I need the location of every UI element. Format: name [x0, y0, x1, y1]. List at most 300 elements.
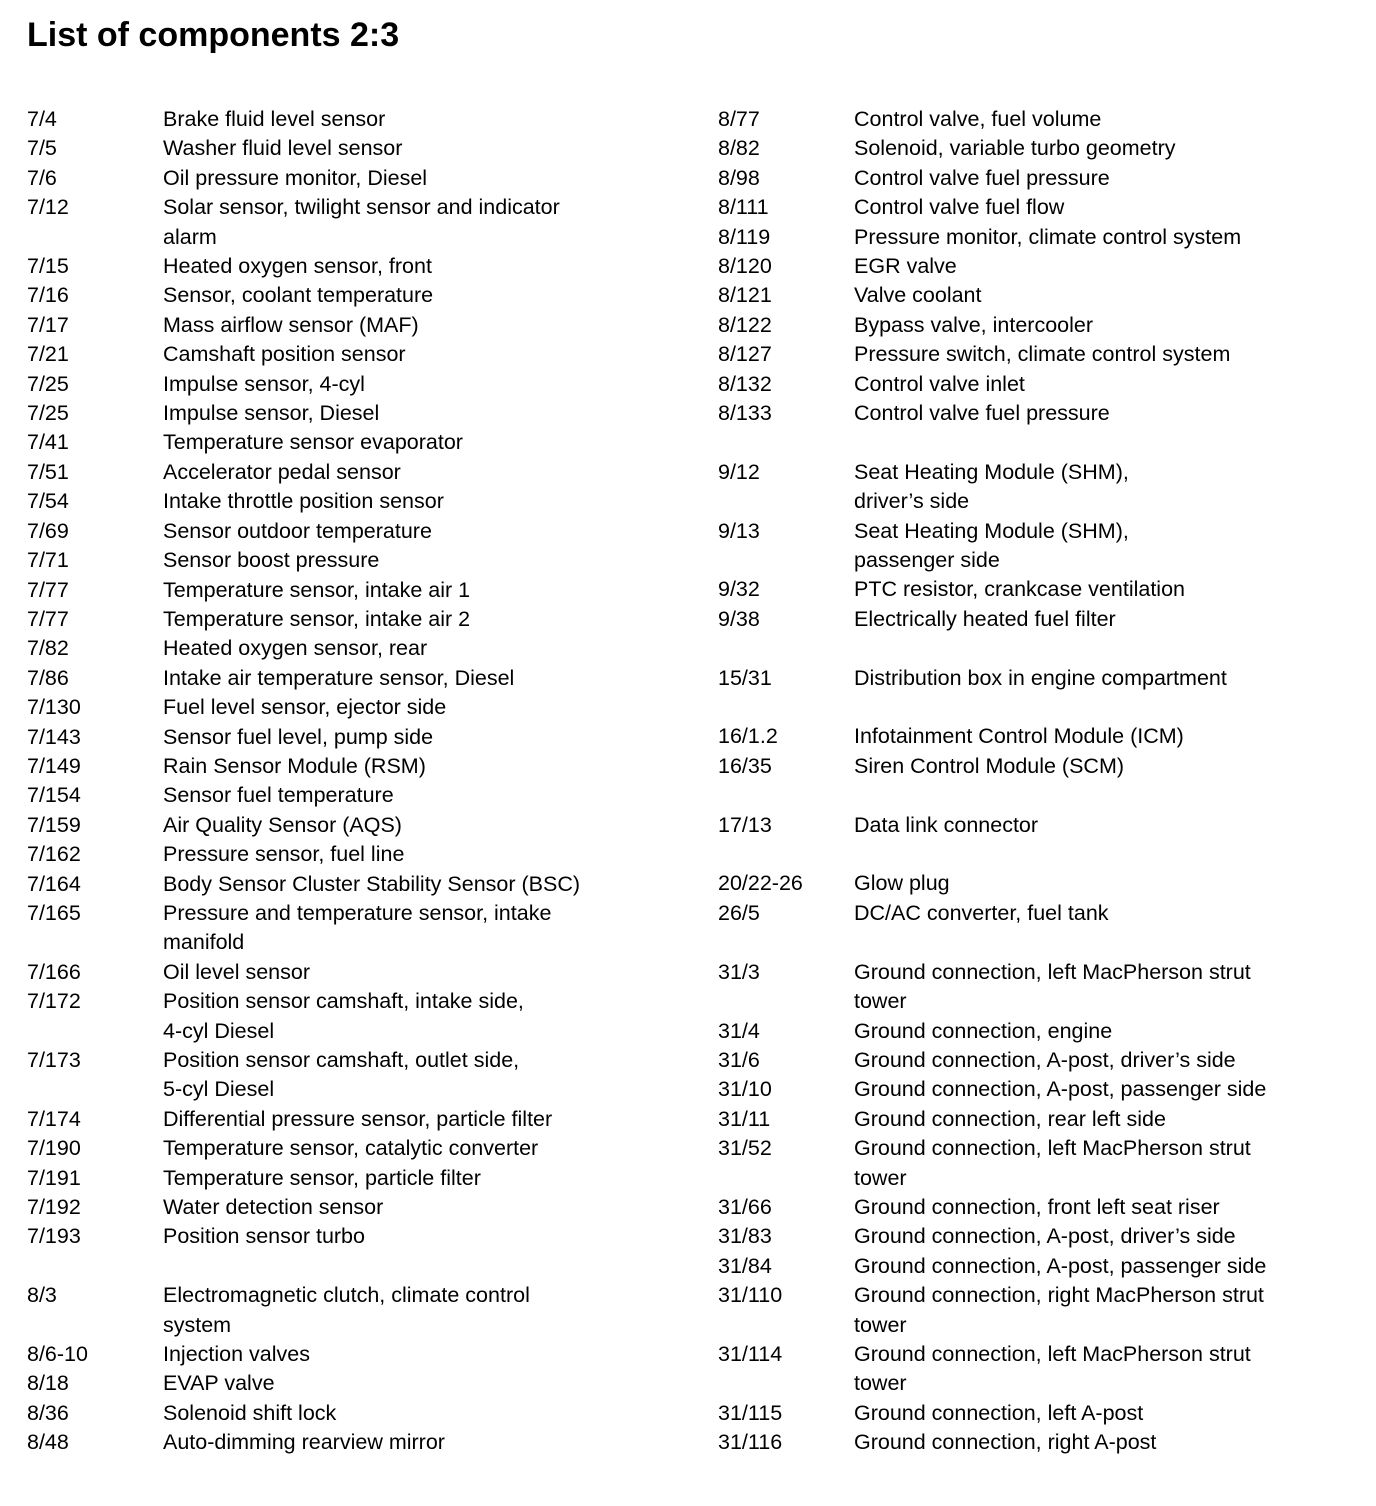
component-code: 7/191: [27, 1165, 81, 1190]
component-code: 7/154: [27, 783, 81, 808]
description-line: tower: [854, 989, 907, 1014]
description-line: Water detection sensor: [163, 1195, 384, 1220]
component-row: [718, 1399, 1368, 1428]
component-row: [718, 134, 1368, 163]
description-line: EGR valve: [854, 254, 957, 279]
component-description: [854, 1105, 1368, 1134]
component-description: [854, 164, 1368, 193]
section-gap: [718, 928, 1368, 957]
component-description: [854, 899, 1368, 928]
component-row: [27, 1046, 687, 1105]
component-code: 7/41: [27, 430, 69, 455]
description-line: Ground connection, left A-post: [854, 1400, 1144, 1425]
description-line: Control valve inlet: [854, 371, 1025, 396]
component-code: 31/83: [718, 1224, 772, 1249]
component-description: [163, 664, 687, 693]
description-line: Temperature sensor, particle filter: [163, 1165, 481, 1190]
component-row: [718, 223, 1368, 252]
description-line: Pressure monitor, climate control system: [854, 224, 1242, 249]
component-row: [27, 1134, 687, 1163]
component-code: 8/122: [718, 312, 772, 337]
component-description: [854, 1193, 1368, 1222]
component-description: [854, 605, 1368, 634]
component-row: [27, 193, 687, 252]
component-code: 15/31: [718, 665, 772, 690]
component-description: [163, 1134, 687, 1163]
component-row: [27, 1222, 687, 1251]
component-description: [854, 311, 1368, 340]
component-description: [163, 752, 687, 781]
left-component-list: [27, 105, 687, 1458]
description-line: 4-cyl Diesel: [163, 1018, 275, 1043]
section-gap: [27, 1252, 687, 1281]
component-code: 7/86: [27, 665, 69, 690]
component-row: [27, 458, 687, 487]
component-row: [718, 1017, 1368, 1046]
description-line: alarm: [163, 224, 217, 249]
component-description: [163, 840, 687, 869]
component-row: [27, 281, 687, 310]
component-code: 7/69: [27, 518, 69, 543]
component-code: 16/1.2: [718, 724, 778, 749]
component-code: 9/32: [718, 577, 760, 602]
component-code: 7/193: [27, 1224, 81, 1249]
component-row: [718, 1134, 1368, 1193]
component-row: [718, 517, 1368, 576]
component-description: [163, 634, 687, 663]
component-description: [854, 811, 1368, 840]
description-line: Ground connection, left MacPherson strut: [854, 959, 1251, 984]
description-line: Intake throttle position sensor: [163, 489, 444, 514]
component-code: 8/36: [27, 1400, 69, 1425]
description-line: Electrically heated fuel filter: [854, 606, 1116, 631]
component-code: 8/120: [718, 254, 772, 279]
component-description: [163, 487, 687, 516]
description-line: Impulse sensor, 4-cyl: [163, 371, 365, 396]
section-gap: [718, 840, 1368, 869]
description-line: Sensor fuel level, pump side: [163, 724, 434, 749]
component-row: [27, 693, 687, 722]
description-line: tower: [854, 1371, 907, 1396]
description-line: Ground connection, right A-post: [854, 1430, 1157, 1455]
component-code: 7/21: [27, 342, 69, 367]
component-description: [163, 1369, 687, 1398]
component-description: [163, 546, 687, 575]
component-row: [27, 428, 687, 457]
description-line: Temperature sensor, intake air 2: [163, 606, 471, 631]
component-description: [163, 987, 687, 1046]
component-code: 9/13: [718, 518, 760, 543]
component-description: [854, 575, 1368, 604]
description-line: Differential pressure sensor, particle filter: [163, 1106, 553, 1131]
component-code: 31/6: [718, 1047, 760, 1072]
component-row: [27, 1428, 687, 1457]
component-code: 7/190: [27, 1136, 81, 1161]
component-row: [27, 958, 687, 987]
component-code: 9/38: [718, 606, 760, 631]
description-line: Ground connection, A-post, passenger side: [854, 1077, 1267, 1102]
section-gap: [718, 781, 1368, 810]
component-row: [27, 752, 687, 781]
description-line: tower: [854, 1312, 907, 1337]
component-row: [27, 1193, 687, 1222]
component-code: 7/130: [27, 695, 81, 720]
description-line: Electromagnetic clutch, climate control: [163, 1283, 530, 1308]
component-description: [163, 193, 687, 252]
component-row: [718, 1075, 1368, 1104]
description-line: Impulse sensor, Diesel: [163, 401, 380, 426]
description-line: Intake air temperature sensor, Diesel: [163, 665, 515, 690]
description-line: Sensor fuel temperature: [163, 783, 394, 808]
component-code: 7/6: [27, 165, 57, 190]
component-description: [854, 1252, 1368, 1281]
component-row: [718, 1105, 1368, 1134]
component-row: [718, 1281, 1368, 1340]
component-code: 7/25: [27, 371, 69, 396]
component-code: 31/52: [718, 1136, 772, 1161]
component-code: 26/5: [718, 900, 760, 925]
description-line: Rain Sensor Module (RSM): [163, 753, 426, 778]
component-code: 7/165: [27, 900, 81, 925]
description-line: Control valve fuel pressure: [854, 401, 1110, 426]
component-description: [163, 1428, 687, 1457]
description-line: Position sensor camshaft, intake side,: [163, 989, 524, 1014]
component-code: 7/192: [27, 1195, 81, 1220]
description-line: driver’s side: [854, 489, 970, 514]
description-line: tower: [854, 1165, 907, 1190]
component-row: [718, 958, 1368, 1017]
component-description: [854, 105, 1368, 134]
component-code: 8/119: [718, 224, 771, 249]
description-line: Ground connection, front left seat riser: [854, 1194, 1220, 1219]
component-row: [718, 399, 1368, 428]
component-description: [854, 340, 1368, 369]
description-line: PTC resistor, crankcase ventilation: [854, 577, 1185, 602]
description-line: Control valve fuel pressure: [854, 165, 1110, 190]
component-row: [27, 987, 687, 1046]
component-description: [163, 605, 687, 634]
component-code: 7/162: [27, 842, 81, 867]
description-line: Fuel level sensor, ejector side: [163, 695, 447, 720]
description-line: Seat Heating Module (SHM),: [854, 518, 1129, 543]
component-row: [718, 869, 1368, 898]
component-code: 31/66: [718, 1194, 772, 1219]
component-row: [718, 811, 1368, 840]
component-description: [854, 1046, 1368, 1075]
component-description: [854, 1340, 1368, 1399]
component-description: [854, 958, 1368, 1017]
component-description: [854, 1017, 1368, 1046]
section-gap: [718, 634, 1368, 663]
component-description: [163, 1340, 687, 1369]
component-description: [163, 428, 687, 457]
component-row: [27, 487, 687, 516]
component-row: [27, 634, 687, 663]
description-line: Distribution box in engine compartment: [854, 665, 1227, 690]
component-row: [718, 1046, 1368, 1075]
component-code: 7/17: [27, 312, 69, 337]
component-row: [27, 781, 687, 810]
description-line: Pressure and temperature sensor, intake: [163, 900, 552, 925]
component-code: 7/51: [27, 459, 69, 484]
component-code: 8/82: [718, 136, 760, 161]
component-description: [854, 1399, 1368, 1428]
component-code: 31/10: [718, 1077, 772, 1102]
component-row: [27, 840, 687, 869]
component-description: [163, 811, 687, 840]
component-row: [27, 1105, 687, 1134]
component-row: [27, 517, 687, 546]
component-row: [718, 1193, 1368, 1222]
component-description: [163, 1105, 687, 1134]
component-code: 8/111: [718, 195, 769, 220]
component-row: [27, 1340, 687, 1369]
component-row: [718, 664, 1368, 693]
description-line: Pressure sensor, fuel line: [163, 842, 405, 867]
component-description: [163, 1164, 687, 1193]
component-code: 8/6-10: [27, 1342, 88, 1367]
description-line: Solenoid shift lock: [163, 1400, 337, 1425]
component-description: [854, 1075, 1368, 1104]
component-description: [163, 517, 687, 546]
description-line: manifold: [163, 930, 245, 955]
component-code: 8/98: [718, 165, 760, 190]
component-row: [27, 105, 687, 134]
component-row: [718, 164, 1368, 193]
component-description: [854, 752, 1368, 781]
component-code: 7/16: [27, 283, 69, 308]
component-description: [163, 870, 687, 899]
component-code: 7/166: [27, 959, 81, 984]
description-line: Siren Control Module (SCM): [854, 753, 1125, 778]
component-code: 7/164: [27, 871, 81, 896]
component-description: [163, 164, 687, 193]
component-description: [854, 281, 1368, 310]
description-line: Ground connection, left MacPherson strut: [854, 1341, 1251, 1366]
component-row: [718, 340, 1368, 369]
description-line: Ground connection, A-post, driver’s side: [854, 1224, 1236, 1249]
component-code: 8/77: [718, 107, 760, 131]
component-code: 31/4: [718, 1018, 760, 1043]
description-line: Seat Heating Module (SHM),: [854, 459, 1129, 484]
component-description: [163, 1281, 687, 1340]
component-description: [163, 1399, 687, 1428]
component-code: 8/132: [718, 371, 772, 396]
description-line: Bypass valve, intercooler: [854, 312, 1093, 337]
component-row: [718, 105, 1368, 134]
component-row: [27, 870, 687, 899]
description-line: Air Quality Sensor (AQS): [163, 812, 402, 837]
component-code: 31/110: [718, 1283, 783, 1308]
description-line: Temperature sensor, catalytic converter: [163, 1136, 539, 1161]
component-row: [718, 1428, 1368, 1457]
component-row: [718, 281, 1368, 310]
component-description: [163, 399, 687, 428]
component-description: [163, 134, 687, 163]
component-row: [718, 752, 1368, 781]
component-row: [718, 370, 1368, 399]
component-description: [854, 1222, 1368, 1251]
component-description: [854, 223, 1368, 252]
component-code: 7/174: [27, 1106, 81, 1131]
component-row: [27, 899, 687, 958]
component-code: 31/116: [718, 1430, 783, 1455]
description-line: Ground connection, rear left side: [854, 1106, 1166, 1131]
description-line: Auto-dimming rearview mirror: [163, 1430, 445, 1455]
description-line: Sensor, coolant temperature: [163, 283, 434, 308]
component-row: [27, 399, 687, 428]
component-row: [27, 1399, 687, 1428]
description-line: Position sensor camshaft, outlet side,: [163, 1048, 520, 1072]
description-line: Heated oxygen sensor, rear: [163, 636, 428, 661]
description-line: Temperature sensor evaporator: [163, 430, 463, 455]
section-gap: [718, 428, 1368, 457]
component-description: [163, 1222, 687, 1251]
description-line: 5-cyl Diesel: [163, 1077, 275, 1102]
component-row: [718, 605, 1368, 634]
description-line: Mass airflow sensor (MAF): [163, 312, 419, 337]
description-line: Injection valves: [163, 1342, 310, 1367]
description-line: Position sensor turbo: [163, 1224, 365, 1249]
component-description: [163, 576, 687, 605]
component-description: [163, 458, 687, 487]
component-code: 17/13: [718, 812, 772, 837]
component-description: [854, 458, 1368, 517]
component-row: [27, 723, 687, 752]
component-code: 20/22-26: [718, 871, 803, 896]
component-description: [854, 399, 1368, 428]
component-code: 31/11: [718, 1106, 771, 1131]
description-line: Accelerator pedal sensor: [163, 459, 401, 484]
component-code: 8/48: [27, 1430, 69, 1455]
component-code: 7/77: [27, 577, 69, 602]
component-row: [718, 899, 1368, 928]
description-line: Ground connection, A-post, passenger side: [854, 1253, 1267, 1278]
description-line: Oil pressure monitor, Diesel: [163, 165, 428, 190]
component-code: 8/127: [718, 342, 772, 367]
page-title: List of components 2:3: [27, 16, 400, 54]
component-code: 31/114: [718, 1341, 783, 1366]
description-line: passenger side: [854, 548, 1000, 573]
description-line: Ground connection, right MacPherson strut: [854, 1283, 1264, 1308]
description-line: Data link connector: [854, 812, 1039, 837]
component-row: [718, 1340, 1368, 1399]
description-line: Sensor outdoor temperature: [163, 518, 432, 543]
component-row: [27, 605, 687, 634]
description-line: Oil level sensor: [163, 959, 310, 984]
component-code: 7/4: [27, 107, 57, 131]
description-line: system: [163, 1312, 232, 1337]
component-row: [27, 370, 687, 399]
description-line: Camshaft position sensor: [163, 342, 406, 367]
component-row: [27, 664, 687, 693]
description-line: Ground connection, left MacPherson strut: [854, 1136, 1251, 1161]
component-row: [27, 134, 687, 163]
component-description: [163, 105, 687, 134]
component-code: 9/12: [718, 459, 760, 484]
component-description: [854, 193, 1368, 222]
component-description: [163, 281, 687, 310]
component-description: [163, 340, 687, 369]
component-row: [718, 1222, 1368, 1251]
component-description: [163, 899, 687, 958]
component-row: [718, 311, 1368, 340]
component-description: [163, 1193, 687, 1222]
component-row: [718, 193, 1368, 222]
component-code: 7/149: [27, 753, 81, 778]
component-code: 7/172: [27, 989, 81, 1014]
component-row: [27, 546, 687, 575]
description-line: Control valve, fuel volume: [854, 107, 1102, 131]
description-line: DC/AC converter, fuel tank: [854, 900, 1109, 925]
component-code: 7/5: [27, 136, 57, 161]
description-line: Brake fluid level sensor: [163, 107, 386, 131]
component-code: 7/25: [27, 401, 69, 426]
component-code: 8/18: [27, 1371, 69, 1396]
component-code: 7/15: [27, 254, 69, 279]
component-description: [854, 517, 1368, 576]
component-description: [854, 252, 1368, 281]
component-code: 8/3: [27, 1283, 57, 1308]
component-row: [27, 164, 687, 193]
description-line: Solenoid, variable turbo geometry: [854, 136, 1176, 161]
component-description: [163, 252, 687, 281]
component-code: 31/84: [718, 1253, 772, 1278]
section-gap: [718, 693, 1368, 722]
component-row: [27, 1369, 687, 1398]
component-code: 7/159: [27, 812, 81, 837]
component-code: 7/54: [27, 489, 69, 514]
component-code: 8/121: [718, 283, 772, 308]
component-description: [163, 370, 687, 399]
component-description: [163, 693, 687, 722]
component-description: [163, 723, 687, 752]
component-row: [27, 811, 687, 840]
description-line: Infotainment Control Module (ICM): [854, 724, 1184, 749]
description-line: Ground connection, A-post, driver’s side: [854, 1047, 1236, 1072]
component-row: [718, 575, 1368, 604]
component-code: 7/77: [27, 606, 69, 631]
component-code: 16/35: [718, 753, 772, 778]
description-line: Ground connection, engine: [854, 1018, 1113, 1043]
component-description: [854, 1428, 1368, 1457]
description-line: Solar sensor, twilight sensor and indicator: [163, 195, 560, 220]
description-line: Sensor boost pressure: [163, 548, 380, 573]
component-row: [27, 576, 687, 605]
component-row: [718, 722, 1368, 751]
component-description: [854, 869, 1368, 898]
component-description: [854, 664, 1368, 693]
component-row: [718, 1252, 1368, 1281]
description-line: Pressure switch, climate control system: [854, 342, 1231, 367]
component-description: [854, 134, 1368, 163]
component-row: [27, 1281, 687, 1340]
component-row: [27, 252, 687, 281]
component-row: [718, 252, 1368, 281]
description-line: Temperature sensor, intake air 1: [163, 577, 471, 602]
component-description: [163, 781, 687, 810]
component-code: 7/143: [27, 724, 81, 749]
component-row: [27, 1164, 687, 1193]
component-row: [27, 340, 687, 369]
component-code: 8/133: [718, 401, 772, 426]
component-code: 31/115: [718, 1400, 783, 1425]
description-line: Body Sensor Cluster Stability Sensor (BSC): [163, 871, 581, 896]
component-description: [854, 1281, 1368, 1340]
component-description: [854, 1134, 1368, 1193]
description-line: EVAP valve: [163, 1371, 275, 1396]
component-code: 31/3: [718, 959, 760, 984]
